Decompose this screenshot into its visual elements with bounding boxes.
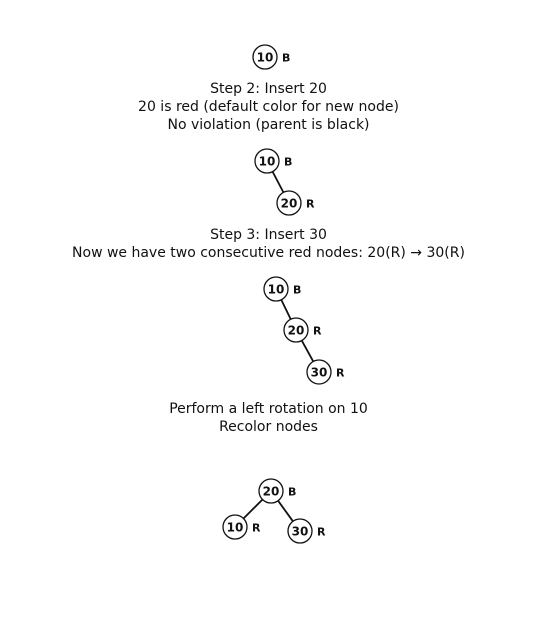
tree-node bbox=[223, 515, 261, 539]
tree-edge bbox=[281, 300, 290, 319]
node-color-label: R bbox=[336, 366, 345, 380]
node-value: 30 bbox=[291, 524, 309, 539]
rotation-note: Recolor nodes bbox=[219, 419, 318, 435]
rotation-title: Perform a left rotation on 10 bbox=[169, 401, 368, 417]
node-color-label: R bbox=[313, 324, 322, 338]
tree-edge bbox=[302, 341, 313, 362]
node-value: 30 bbox=[310, 365, 328, 380]
tree-edge bbox=[273, 172, 284, 193]
tree-edge bbox=[243, 499, 262, 518]
node-value: 10 bbox=[256, 50, 274, 65]
node-value: 20 bbox=[262, 484, 280, 499]
node-color-label: R bbox=[306, 197, 315, 211]
node-color-label: B bbox=[284, 155, 293, 169]
node-color-label: B bbox=[288, 485, 297, 499]
node-value: 10 bbox=[226, 520, 244, 535]
step-2-title: Step 2: Insert 20 bbox=[210, 81, 327, 97]
tree-node bbox=[277, 191, 315, 215]
tree-edge bbox=[278, 501, 293, 522]
step-2-note: 20 is red (default color for new node) bbox=[138, 99, 399, 115]
node-value: 20 bbox=[287, 323, 305, 338]
tree-node bbox=[259, 479, 296, 503]
node-color-label: B bbox=[282, 51, 291, 65]
node-value: 10 bbox=[258, 154, 276, 169]
step-2-status: No violation (parent is black) bbox=[167, 117, 370, 133]
step-3-note: Now we have two consecutive red nodes: 20(R) → 30(R) bbox=[72, 245, 465, 261]
tree-node bbox=[284, 318, 322, 342]
tree-step-2 bbox=[255, 149, 315, 215]
tree-node bbox=[288, 519, 326, 543]
tree-node bbox=[253, 45, 290, 69]
node-value: 20 bbox=[280, 196, 298, 211]
node-color-label: R bbox=[317, 525, 326, 539]
tree-node bbox=[307, 360, 345, 384]
node-color-label: B bbox=[293, 283, 302, 297]
step-3-title: Step 3: Insert 30 bbox=[210, 227, 327, 243]
node-color-label: R bbox=[252, 521, 261, 535]
tree-step-3 bbox=[264, 277, 345, 384]
tree-node bbox=[255, 149, 292, 173]
node-value: 10 bbox=[267, 282, 285, 297]
tree-step-1 bbox=[253, 45, 290, 69]
tree-step-4 bbox=[223, 479, 326, 543]
tree-node bbox=[264, 277, 301, 301]
